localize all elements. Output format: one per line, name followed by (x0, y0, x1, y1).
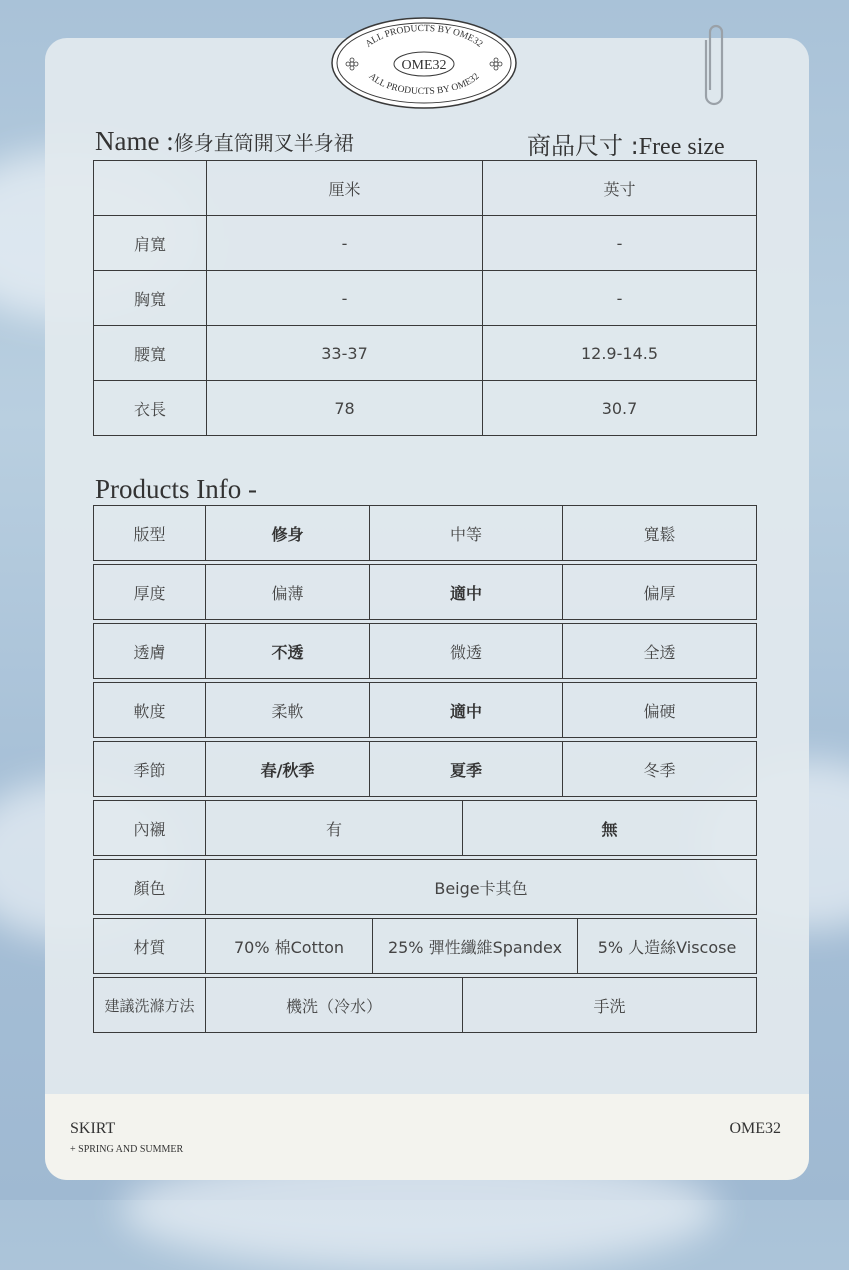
size-value: Free size (638, 134, 725, 160)
table-cell: 78 (207, 381, 483, 436)
row-label: 軟度 (94, 683, 206, 738)
option-selected: 無 (463, 801, 757, 856)
option-selected: 適中 (370, 565, 563, 620)
product-size (527, 126, 725, 161)
option-selected: 適中 (370, 683, 563, 738)
option-selected: 春/秋季 (206, 742, 370, 797)
info-row-thickness (93, 564, 757, 620)
table-cell: 12.9-14.5 (483, 326, 757, 381)
option: 中等 (370, 506, 563, 561)
paperclip-icon (700, 20, 728, 110)
option: 偏薄 (206, 565, 370, 620)
table-row (94, 381, 757, 436)
table-cell (94, 161, 207, 216)
material-value: 25% 彈性纖維Spandex (373, 919, 578, 974)
products-info-heading: Products Info - (95, 474, 257, 504)
brand-logo (330, 16, 518, 110)
size-table (93, 160, 757, 436)
row-label: 季節 (94, 742, 206, 797)
info-row-material (93, 918, 757, 974)
footer-brand: OME32 (729, 1120, 781, 1137)
table-cell: - (483, 216, 757, 271)
row-label: 透膚 (94, 624, 206, 679)
info-row-fit (93, 505, 757, 561)
material-value: 70% 棉Cotton (206, 919, 373, 974)
name-value: 修身直筒開叉半身裙 (173, 131, 354, 155)
option-selected: 不透 (206, 624, 370, 679)
info-row-color (93, 859, 757, 915)
table-cell: - (483, 271, 757, 326)
row-label: 材質 (94, 919, 206, 974)
row-label: 版型 (94, 506, 206, 561)
table-header: 英寸 (483, 161, 757, 216)
option: 有 (206, 801, 463, 856)
footer (45, 1094, 809, 1180)
row-label: 衣長 (94, 381, 207, 436)
table-cell: 33-37 (207, 326, 483, 381)
logo-center-text: OME32 (401, 58, 447, 73)
option: 全透 (563, 624, 757, 679)
info-row-season (93, 741, 757, 797)
option: 偏硬 (563, 683, 757, 738)
product-name (95, 126, 354, 157)
option-selected: 修身 (206, 506, 370, 561)
row-label: 建議洗滌方法 (94, 978, 206, 1033)
table-cell: 30.7 (483, 381, 757, 436)
row-label: 顏色 (94, 860, 206, 915)
option-selected: 夏季 (370, 742, 563, 797)
footer-category: SKIRT (70, 1120, 116, 1137)
info-row-sheerness (93, 623, 757, 679)
option: 微透 (370, 624, 563, 679)
info-row-softness (93, 682, 757, 738)
table-row (94, 216, 757, 271)
option: 偏厚 (563, 565, 757, 620)
option: 柔軟 (206, 683, 370, 738)
row-label: 胸寬 (94, 271, 207, 326)
option: 寬鬆 (563, 506, 757, 561)
color-value: Beige卡其色 (206, 860, 757, 915)
option: 手洗 (463, 978, 757, 1033)
info-row-lining (93, 800, 757, 856)
table-row (94, 326, 757, 381)
row-label: 內襯 (94, 801, 206, 856)
row-label: 厚度 (94, 565, 206, 620)
material-value: 5% 人造絲Viscose (578, 919, 757, 974)
table-row (94, 271, 757, 326)
option: 冬季 (563, 742, 757, 797)
info-row-washing (93, 977, 757, 1033)
option: 機洗（冷水） (206, 978, 463, 1033)
row-label: 腰寬 (94, 326, 207, 381)
name-label: Name : (95, 126, 174, 156)
logo-bottom-text: ALL PRODUCTS BY OME32 (366, 71, 482, 98)
size-label: 商品尺寸 : (527, 132, 639, 160)
table-row (94, 161, 757, 216)
table-cell: - (207, 271, 483, 326)
footer-season: + SPRING AND SUMMER (70, 1144, 184, 1155)
logo-top-text: ALL PRODUCTS BY OME32 (363, 23, 485, 50)
row-label: 肩寬 (94, 216, 207, 271)
table-cell: - (207, 216, 483, 271)
table-header: 厘米 (207, 161, 483, 216)
